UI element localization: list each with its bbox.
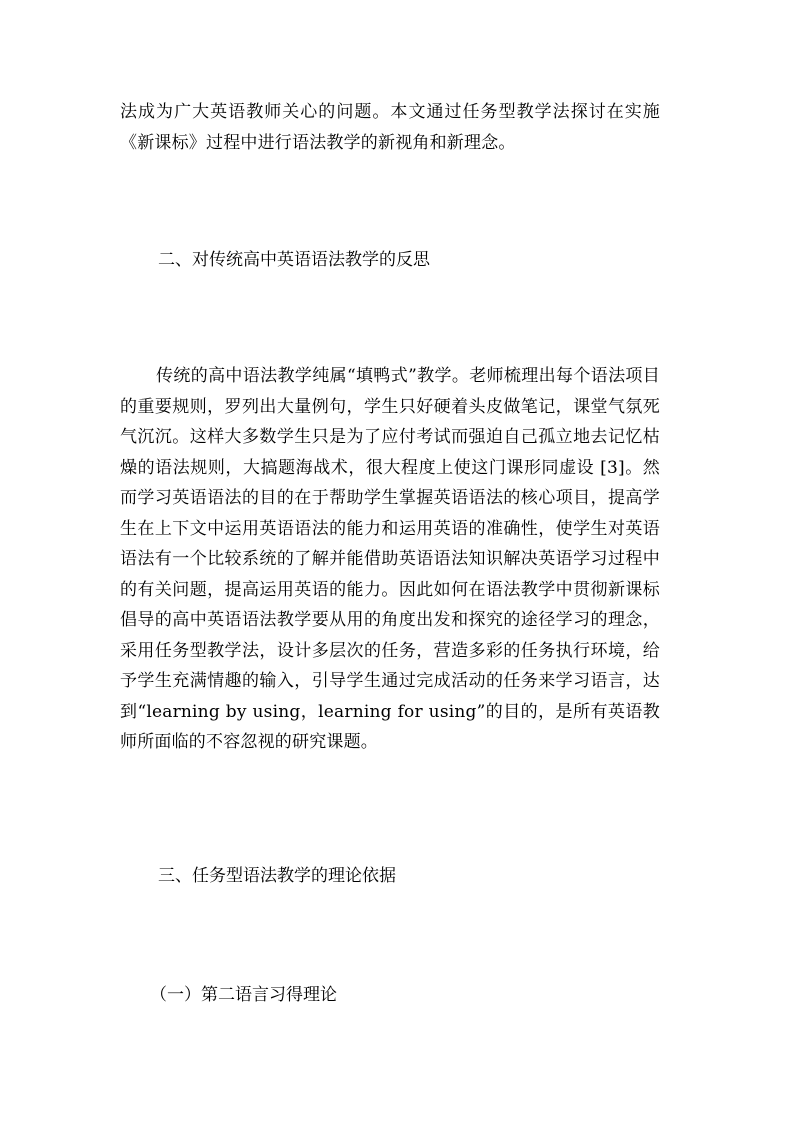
paragraph-2: 传统的高中语法教学纯属“填鸭式”教学。老师梳理出每个语法项目的重要规则，罗列出大量例句，学生只好硬着头皮做笔记，课堂气氛死气沉沉。这样大多数学生只是为了应付考试而强迫自己孤立地去记忆枯燥的语法规则，大搞题海战术，很大程度上使这门课形同虚设 [3]。然而学习英语语法的目的在于帮助学生掌握英语语法的核心项目，提高学生在上下文中运用英语语法的能力和运用英语的准确性，使学生对英语语法有一个比较系统的了解并能借助英语语法知识解决英语学习过程中的有关问题，提高运用英语的能力。因此如何在语法教学中贯彻新课标倡导的高中英语语法教学要从用的角度出发和探究的途径学习的理念，采用任务型教学法，设计多层次的任务，营造多彩的任务执行环境，给予学生充满情趣的输入，引导学生通过完成活动的任务来学习语言，达到“learning by using，learning for using”的目的，是所有英语教师所面临的不容忽视的研究课题。 — [120, 366, 660, 752]
section-heading-3: 三、任务型语法教学的理论依据 — [158, 866, 396, 886]
paragraph-continued: 法成为广大英语教师关心的问题。本文通过任务型教学法探讨在实施《新课标》过程中进行语法教学的新视角和新理念。 — [120, 102, 660, 153]
section-heading-2: 二、对传统高中英语语法教学的反思 — [158, 250, 430, 270]
subsection-heading-3-1: （一）第二语言习得理论 — [150, 985, 337, 1005]
